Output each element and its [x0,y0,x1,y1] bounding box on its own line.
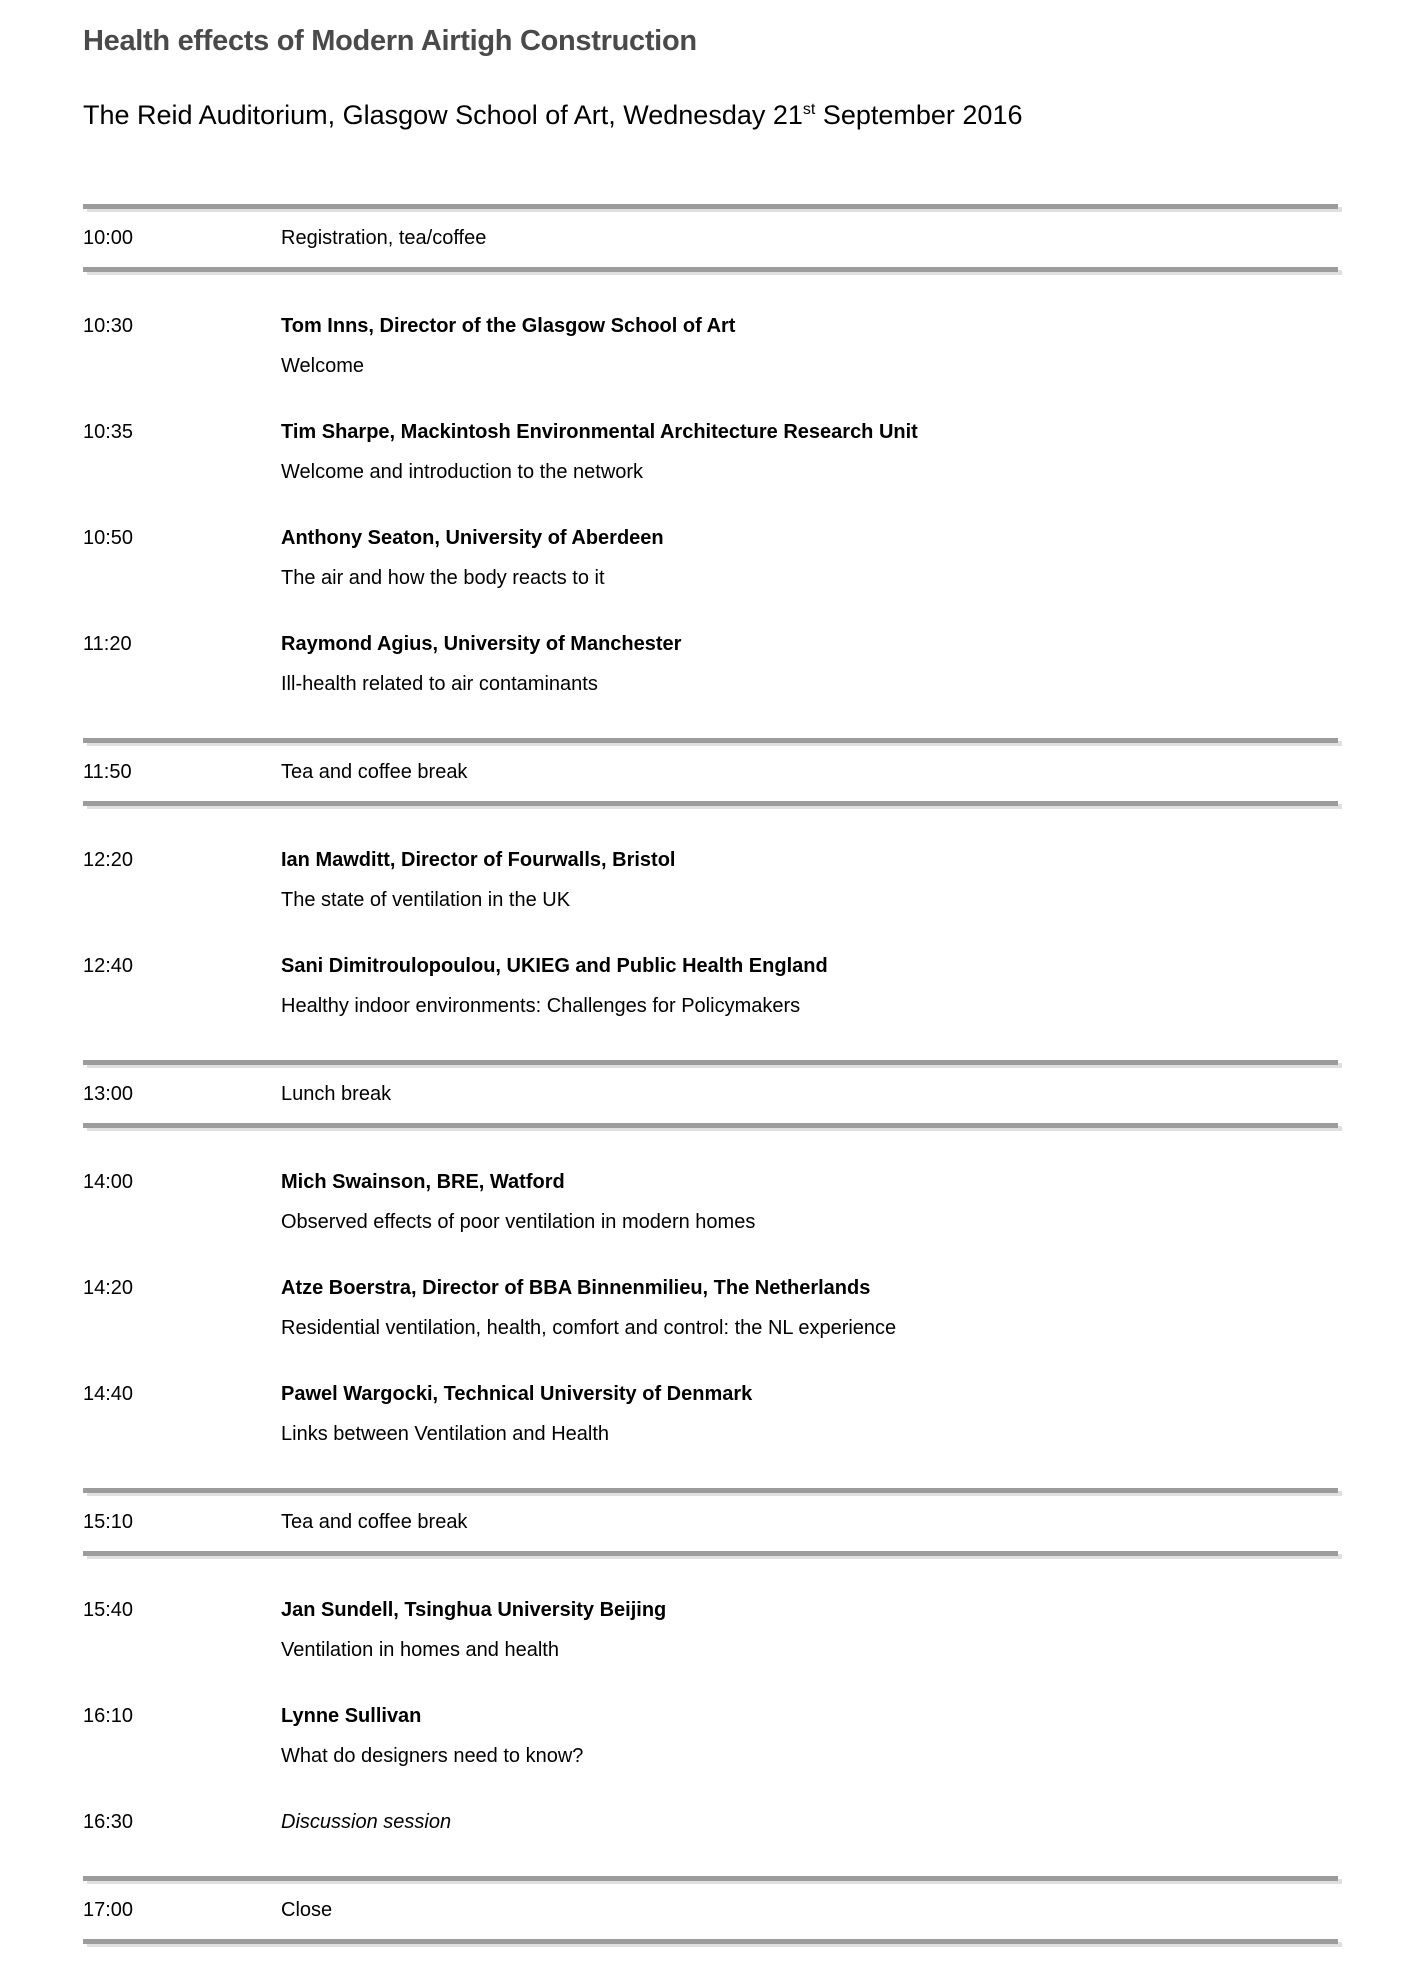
venue-date-text-suffix: September 2016 [815,100,1023,130]
break-label: Close [281,1899,333,1921]
speaker-name: Tom Inns, Director of the Glasgow School of Art [281,315,736,337]
divider-bottom [83,267,1338,272]
time-cell: 13:00 [83,1083,134,1105]
time-cell: 14:40 [83,1383,134,1405]
schedule-session-row [83,1382,1338,1446]
speaker-name: Sani Dimitroulopoulou, UKIEG and Public Health England [281,955,828,977]
schedule-session-row [83,314,1338,378]
talk-title: Ill-health related to air contaminants [281,673,598,695]
time-cell: 14:00 [83,1171,134,1193]
schedule-table [83,204,1338,1944]
speaker-name: Anthony Seaton, University of Aberdeen [281,527,664,549]
talk-title: Healthy indoor environments: Challenges for Policymakers [281,995,801,1017]
schedule-break-row [83,204,1338,272]
talk-title: Links between Ventilation and Health [281,1423,610,1445]
schedule-session-row [83,420,1338,484]
schedule-session-row [83,632,1338,696]
talk-title: Welcome and introduction to the network [281,461,644,483]
time-cell: 12:20 [83,849,134,871]
speaker-name: Jan Sundell, Tsinghua University Beijing [281,1599,667,1621]
date-ordinal-superscript: st [802,101,816,118]
schedule-session-row [83,526,1338,590]
divider-bottom [83,1939,1338,1944]
time-cell: 11:50 [83,761,132,783]
break-label: Lunch break [281,1083,392,1105]
schedule-session-row [83,1598,1338,1662]
time-cell: 10:00 [83,227,134,249]
time-cell: 16:10 [83,1705,134,1727]
divider-bottom [83,1551,1338,1556]
speaker-name: Raymond Agius, University of Manchester [281,633,682,655]
event-subtitle [83,98,1338,132]
time-cell: 10:30 [83,315,134,337]
divider-bottom [83,801,1338,806]
talk-title: Observed effects of poor ventilation in modern homes [281,1211,756,1233]
time-cell: 10:35 [83,421,134,443]
schedule-break-row [83,1060,1338,1128]
speaker-name: Mich Swainson, BRE, Watford [281,1171,565,1193]
time-cell: 16:30 [83,1811,134,1833]
talk-title: The air and how the body reacts to it [281,567,605,589]
schedule-session-row [83,1276,1338,1340]
schedule-break-row [83,738,1338,806]
schedule-discussion-row [83,1810,1338,1834]
speaker-name: Atze Boerstra, Director of BBA Binnenmilieu, The Netherlands [281,1277,871,1299]
time-cell: 15:40 [83,1599,134,1621]
speaker-name: Tim Sharpe, Mackintosh Environmental Architecture Research Unit [281,421,918,443]
schedule-session-row [83,1704,1338,1768]
break-label: Tea and coffee break [281,1511,468,1533]
time-cell: 11:20 [83,633,132,655]
schedule-break-row [83,1876,1338,1944]
break-label: Tea and coffee break [281,761,468,783]
schedule-break-row [83,1488,1338,1556]
talk-title: Residential ventilation, health, comfort and control: the NL experience [281,1317,897,1339]
speaker-name: Lynne Sullivan [281,1705,422,1727]
break-label: Registration, tea/coffee [281,227,487,249]
time-cell: 17:00 [83,1899,134,1921]
discussion-label: Discussion session [281,1811,452,1833]
schedule-session-row [83,1170,1338,1234]
talk-title: Welcome [281,355,364,377]
venue-date-text: The Reid Auditorium, Glasgow School of Art, Wednesday 21 [83,100,803,130]
time-cell: 12:40 [83,955,134,977]
time-cell: 15:10 [83,1511,134,1533]
schedule-session-row [83,954,1338,1018]
time-cell: 14:20 [83,1277,134,1299]
divider-bottom [83,1123,1338,1128]
talk-title: Ventilation in homes and health [281,1639,559,1661]
talk-title: The state of ventilation in the UK [281,889,571,911]
talk-title: What do designers need to know? [281,1745,584,1767]
speaker-name: Pawel Wargocki, Technical University of Denmark [281,1383,753,1405]
schedule-session-row [83,848,1338,912]
time-cell: 10:50 [83,527,134,549]
speaker-name: Ian Mawditt, Director of Fourwalls, Bristol [281,849,676,871]
page-title: Health effects of Modern Airtigh Construction [83,25,697,57]
